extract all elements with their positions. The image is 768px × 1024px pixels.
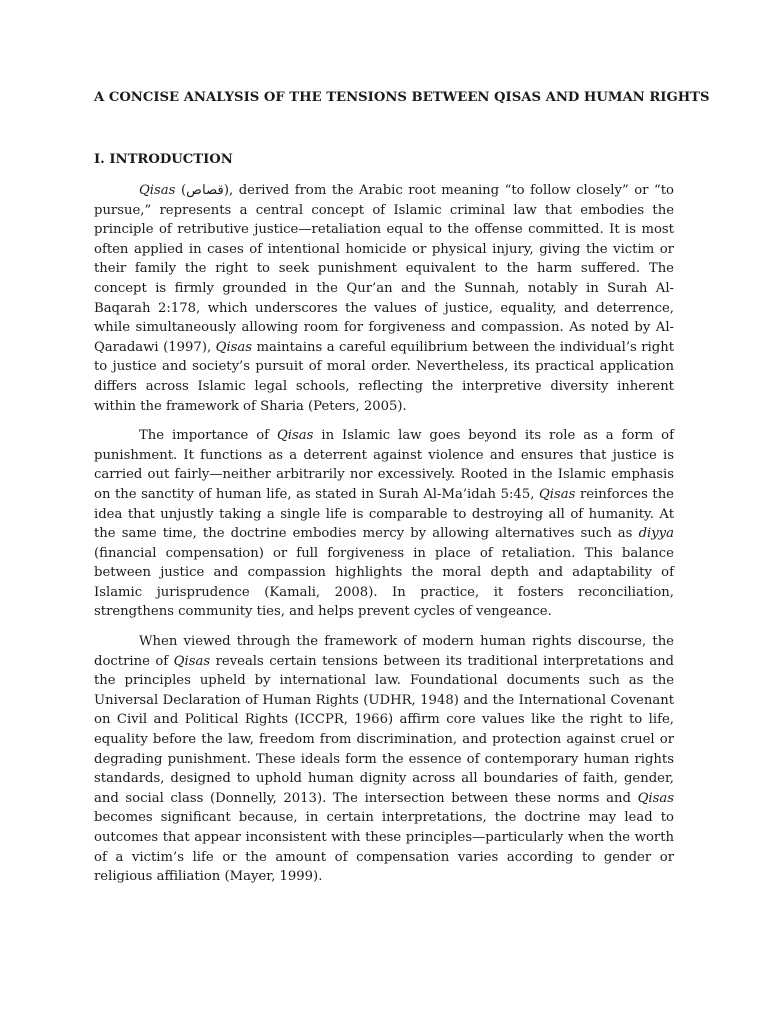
italic-term: Qisas <box>538 486 576 502</box>
text-run: reveals certain tensions between its traditional interpretations and the principles upheld by international law. Foundational documents such as the Universal Declaration of Human Rights (UDHR, 1948) and the International Covenant on Civil and Political Rights (ICCPR, 1966) affirm core values like the right to life, equality before the law, freedom from discrimination, and protection against cruel or degrading punishment. These ideals form the essence of contemporary human rights standards, designed to uphold human dignity across all boundaries of faith, gender, and social class (Donnelly, 2013). The intersection between these norms and <box>94 653 675 806</box>
text-run: When viewed through the framework of modern human rights discourse, the doctrine of <box>94 634 674 669</box>
text-run: (قصاص), derived from the Arabic root meaning “to follow closely” or “to pursue,” represents a central concept of Islamic criminal law that embodies the principle of retributive justice—retaliation equal to the offense committed. It is most often applied in cases of intentional homicide or physical injury, giving the victim or their family the right to seek punishment equivalent to the harm suffered. The concept is firmly grounded in the Qur’an and the Sunnah, notably in Surah Al-Baqarah 2:178, which underscores the values of justice, equality, and deterrence, while simultaneously allowing room for forgiveness and compassion. As noted by Al-Qaradawi (1997), <box>94 183 674 355</box>
document-title: A CONCISE ANALYSIS OF THE TENSIONS BETWEEN QISAS AND HUMAN RIGHTS <box>94 90 710 105</box>
italic-term: Qisas <box>276 428 314 444</box>
text-run: becomes significant because, in certain interpretations, the doctrine may lead to outcomes that appear inconsistent with these principles—particularly when the worth of a victim’s life or the amount of compensation varies according to gender or religious affiliation (Mayer, 1999). <box>94 810 674 885</box>
italic-term: Qisas <box>139 183 176 198</box>
text-run: in Islamic law goes beyond its role as a form of punishment. It functions as a deterrent against violence and ensures that justice is carried out fairly—neither arbitrarily nor excessively. Rooted in the Islamic emphasis on the sanctity of human life, as stated in Surah Al-Ma’idah 5:45, <box>94 428 674 502</box>
italic-term: diyya <box>638 526 674 542</box>
italic-term: Qisas <box>215 339 253 355</box>
italic-term: Qisas <box>637 790 674 806</box>
text-run: The importance of <box>139 428 277 444</box>
text-run: reinforces the idea that unjustly taking a single life is comparable to destroying all of humanity. At the same time, the doctrine embodies mercy by allowing alternatives such as <box>94 486 674 542</box>
paragraph-3 <box>94 632 674 887</box>
text-run: maintains a careful equilibrium between the individual’s right to justice and society’s pursuit of moral order. Nevertheless, its practical application differs across Islamic legal schools, reflecting the interpretive diversity inherent within the framework of Sharia (Peters, 2005). <box>94 339 674 414</box>
section-heading: I. INTRODUCTION <box>94 152 233 167</box>
italic-term: Qisas <box>173 653 211 669</box>
text-run: (financial compensation) or full forgiveness in place of retaliation. This balance between justice and compassion highlights the moral depth and adaptability of Islamic jurisprudence (Kamali, 2008). In practice, it fosters reconciliation, strengthens community ties, and helps prevent cycles of vengeance. <box>94 545 674 620</box>
paragraph-2 <box>94 426 674 622</box>
paragraph-1 <box>94 181 674 416</box>
document-body <box>94 181 674 897</box>
